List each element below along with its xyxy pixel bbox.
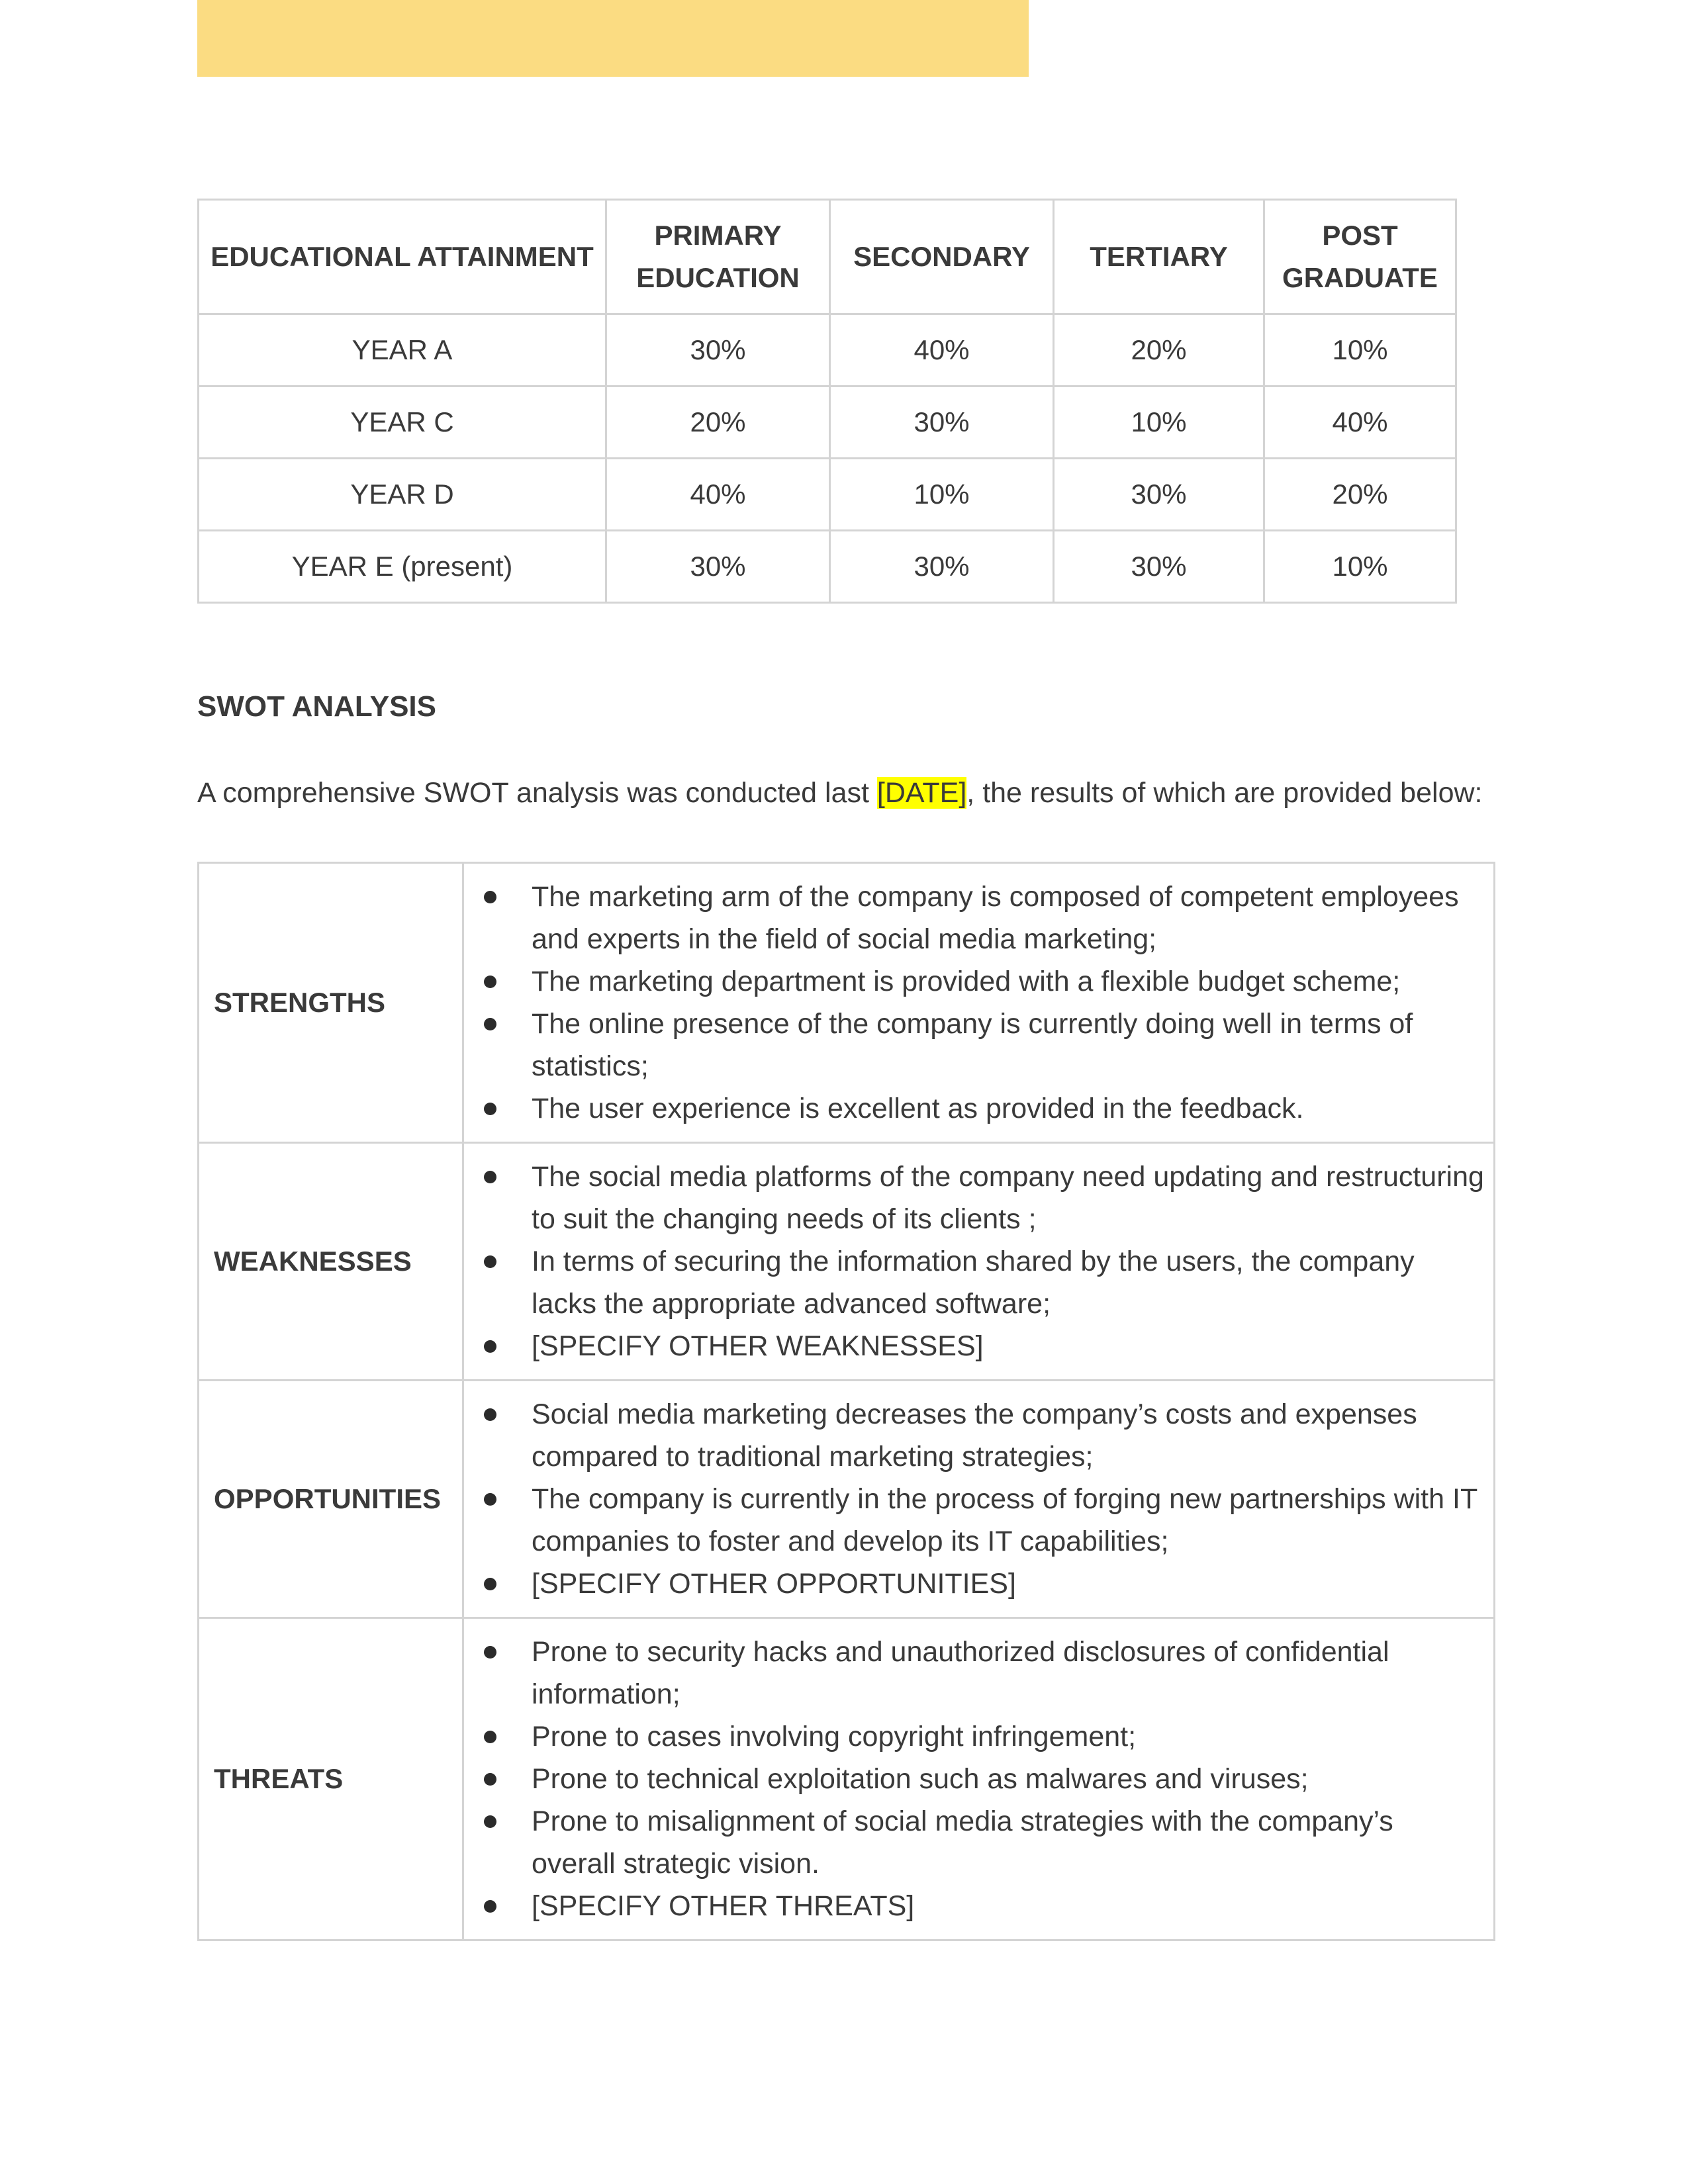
list-item — [464, 1240, 1484, 1325]
bullet-list — [464, 1393, 1484, 1605]
bullet-icon — [484, 891, 496, 903]
bullet-icon — [484, 1773, 496, 1786]
list-item-text: Prone to security hacks and unauthorized disclosures of confidential information; — [532, 1636, 1389, 1710]
list-item-text: Prone to cases involving copyright infringement; — [532, 1721, 1137, 1752]
swot-label: STRENGTHS — [199, 863, 463, 1143]
table-cell: 20% — [606, 387, 830, 459]
list-item-text: The user experience is excellent as provided in the feedback. — [532, 1093, 1304, 1124]
table-cell: 40% — [1264, 387, 1456, 459]
intro-text: A comprehensive SWOT analysis was conducted last — [197, 777, 877, 809]
list-item-text: The company is currently in the process of forging new partnerships with IT companies to foster and develop its IT capabilities; — [532, 1483, 1477, 1557]
date-placeholder: [DATE] — [876, 777, 967, 809]
table-cell: 10% — [830, 459, 1054, 531]
table-cell: 30% — [606, 314, 830, 387]
table-header-row — [199, 200, 1456, 314]
list-item — [464, 1885, 1484, 1927]
bullet-icon — [484, 1340, 496, 1353]
table-row — [199, 314, 1456, 387]
table-row — [199, 459, 1456, 531]
row-label: YEAR E (present) — [199, 531, 606, 603]
list-item — [464, 1003, 1484, 1087]
table-cell: 10% — [1054, 387, 1264, 459]
list-item — [464, 1715, 1484, 1758]
list-item — [464, 960, 1484, 1003]
row-label: YEAR D — [199, 459, 606, 531]
list-item — [464, 1631, 1484, 1715]
section-heading: SWOT ANALYSIS — [197, 690, 437, 723]
bullet-list — [464, 876, 1484, 1130]
list-item-text: The marketing department is provided with a flexible budget scheme; — [532, 966, 1401, 997]
list-item-text: Prone to technical exploitation such as malwares and viruses; — [532, 1763, 1309, 1795]
swot-items-cell — [463, 1143, 1495, 1381]
row-label: YEAR C — [199, 387, 606, 459]
list-item-text: The marketing arm of the company is composed of competent employees and experts in the field of social media marketing; — [532, 881, 1459, 955]
swot-label: THREATS — [199, 1618, 463, 1940]
intro-text: , the results of which are provided below: — [966, 777, 1483, 809]
bullet-icon — [484, 1646, 496, 1659]
swot-table — [197, 862, 1495, 1941]
list-item-text: Prone to misalignment of social media strategies with the company’s overall strategic vision. — [532, 1805, 1393, 1880]
list-item — [464, 1478, 1484, 1563]
list-item — [464, 1325, 1484, 1367]
swot-items-cell — [463, 1618, 1495, 1940]
swot-items-cell — [463, 1381, 1495, 1618]
bullet-icon — [484, 1018, 496, 1030]
bullet-icon — [484, 1578, 496, 1590]
swot-row-threats — [199, 1618, 1495, 1940]
row-label: YEAR A — [199, 314, 606, 387]
bullet-icon — [484, 1103, 496, 1115]
column-header: SECONDARY — [830, 200, 1054, 314]
list-item-text: [SPECIFY OTHER OPPORTUNITIES] — [532, 1568, 1016, 1600]
swot-label: OPPORTUNITIES — [199, 1381, 463, 1618]
table-row — [199, 531, 1456, 603]
list-item — [464, 876, 1484, 960]
list-item-text: The online presence of the company is currently doing well in terms of statistics; — [532, 1008, 1413, 1082]
list-item — [464, 1087, 1484, 1130]
table-cell: 30% — [1054, 459, 1264, 531]
table-cell: 30% — [830, 387, 1054, 459]
list-item-text: In terms of securing the information shared by the users, the company lacks the appropriate advanced software; — [532, 1246, 1415, 1320]
table-cell: 20% — [1054, 314, 1264, 387]
column-header: POST GRADUATE — [1264, 200, 1456, 314]
educational-attainment-table — [197, 199, 1457, 604]
swot-row-weaknesses — [199, 1143, 1495, 1381]
bullet-list — [464, 1631, 1484, 1927]
bullet-list — [464, 1156, 1484, 1367]
table-cell: 20% — [1264, 459, 1456, 531]
list-item — [464, 1800, 1484, 1885]
table-cell: 40% — [830, 314, 1054, 387]
table-row — [199, 387, 1456, 459]
bullet-icon — [484, 1731, 496, 1743]
list-item — [464, 1563, 1484, 1605]
bullet-icon — [484, 1815, 496, 1828]
bullet-icon — [484, 1408, 496, 1421]
column-header: PRIMARY EDUCATION — [606, 200, 830, 314]
swot-row-strengths — [199, 863, 1495, 1143]
list-item-text: [SPECIFY OTHER THREATS] — [532, 1890, 915, 1922]
swot-label: WEAKNESSES — [199, 1143, 463, 1381]
bullet-icon — [484, 1171, 496, 1183]
table-cell: 10% — [1264, 314, 1456, 387]
table-cell: 30% — [1054, 531, 1264, 603]
swot-items-cell — [463, 863, 1495, 1143]
column-header: TERTIARY — [1054, 200, 1264, 314]
swot-row-opportunities — [199, 1381, 1495, 1618]
column-header: EDUCATIONAL ATTAINMENT — [199, 200, 606, 314]
bullet-icon — [484, 1493, 496, 1506]
bullet-icon — [484, 1900, 496, 1913]
list-item — [464, 1156, 1484, 1240]
bullet-icon — [484, 1255, 496, 1268]
header-accent-band — [197, 0, 1029, 77]
list-item — [464, 1393, 1484, 1478]
table-cell: 10% — [1264, 531, 1456, 603]
list-item — [464, 1758, 1484, 1800]
table-cell: 40% — [606, 459, 830, 531]
list-item-text: Social media marketing decreases the company’s costs and expenses compared to traditional marketing strategies; — [532, 1398, 1417, 1473]
table-cell: 30% — [606, 531, 830, 603]
list-item-text: The social media platforms of the company need updating and restructuring to suit the changing needs of its clients ; — [532, 1161, 1484, 1235]
intro-paragraph — [197, 773, 1482, 813]
bullet-icon — [484, 976, 496, 988]
table-cell: 30% — [830, 531, 1054, 603]
list-item-text: [SPECIFY OTHER WEAKNESSES] — [532, 1330, 984, 1362]
